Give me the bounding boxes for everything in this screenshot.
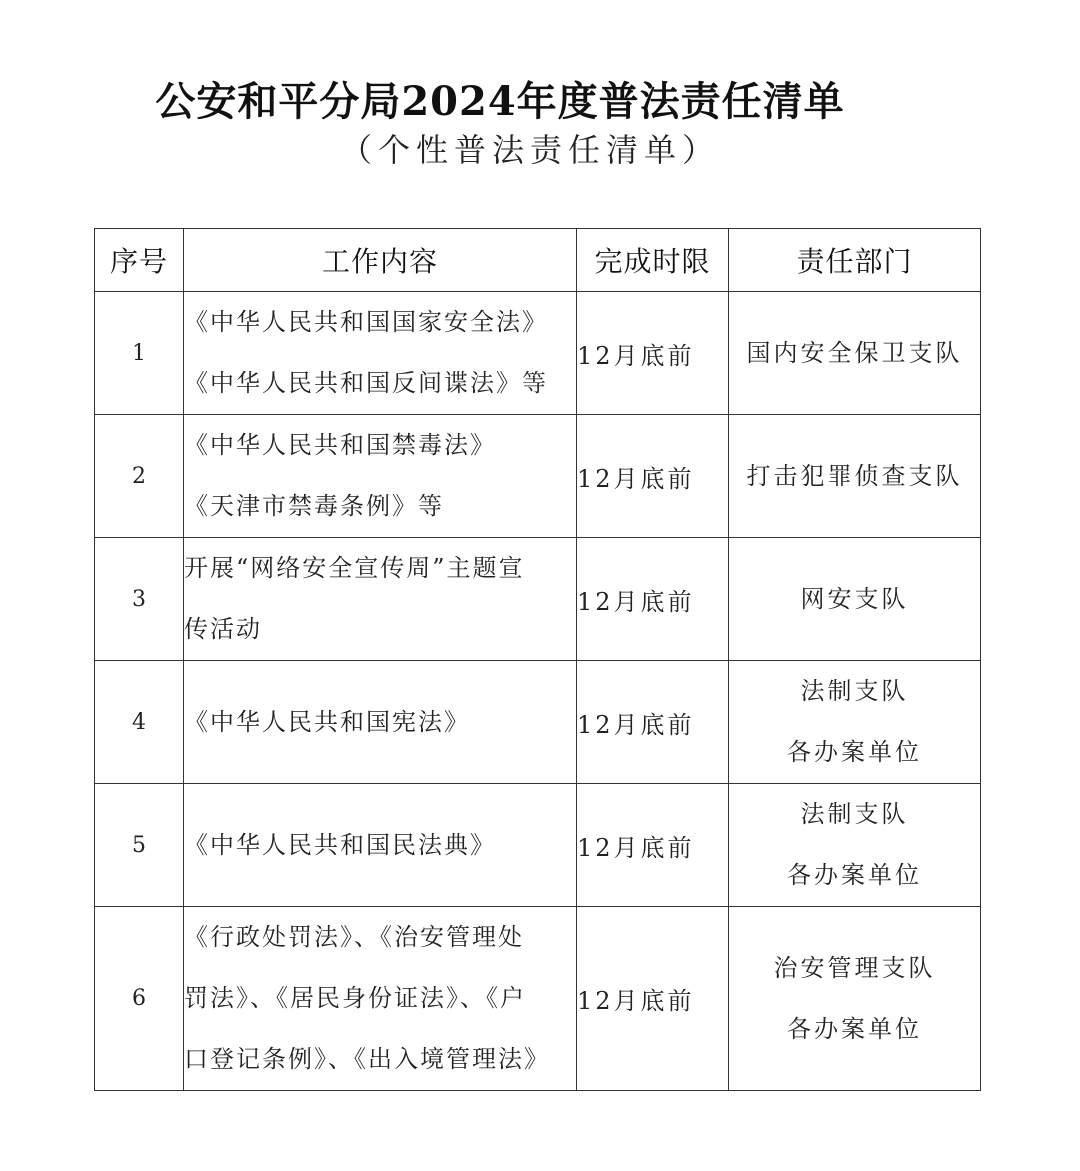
content-line: 传活动 xyxy=(184,615,262,643)
row-index: 3 xyxy=(95,538,184,661)
content-line: 《中华人民共和国宪法》 xyxy=(184,707,470,736)
document-subtitle: （个性普法责任清单） xyxy=(339,131,720,169)
department-line: 各办案单位 xyxy=(787,738,922,766)
row-department xyxy=(729,292,981,415)
table-row xyxy=(95,538,981,661)
column-header-index: 序号 xyxy=(95,229,184,292)
content-line: 《中华人民共和国禁毒法》 xyxy=(184,431,496,459)
department-line: 打击犯罪侦查支队 xyxy=(746,461,963,490)
document-title: 公安和平分局2024年度普法责任清单 xyxy=(155,78,845,125)
row-index: 1 xyxy=(95,292,184,415)
department-line: 各办案单位 xyxy=(787,1014,922,1043)
responsibility-table xyxy=(94,228,981,1091)
row-index: 2 xyxy=(95,415,184,538)
row-deadline: 12月底前 xyxy=(577,907,729,1091)
table-row xyxy=(95,784,981,907)
department-line: 各办案单位 xyxy=(787,861,922,889)
table-row xyxy=(95,661,981,784)
column-header-department: 责任部门 xyxy=(729,229,981,292)
row-content xyxy=(184,415,577,538)
content-line: 开展“网络安全宣传周”主题宣 xyxy=(184,554,525,582)
row-index: 5 xyxy=(95,784,184,907)
row-content xyxy=(184,784,577,907)
row-department xyxy=(729,415,981,538)
content-line: 《中华人民共和国国家安全法》 xyxy=(184,308,548,336)
content-line: 《中华人民共和国民法典》 xyxy=(184,830,496,859)
content-line: 《天津市禁毒条例》等 xyxy=(184,492,444,520)
row-deadline: 12月底前 xyxy=(577,661,729,784)
content-line: 口登记条例》、《出入境管理法》 xyxy=(184,1045,550,1073)
row-deadline: 12月底前 xyxy=(577,415,729,538)
table-header-row xyxy=(95,229,981,292)
department-line: 法制支队 xyxy=(800,677,909,705)
department-line: 法制支队 xyxy=(800,800,909,828)
table-row xyxy=(95,415,981,538)
column-header-deadline: 完成时限 xyxy=(577,229,729,292)
row-deadline: 12月底前 xyxy=(577,784,729,907)
row-index: 6 xyxy=(95,907,184,1091)
department-line: 治安管理支队 xyxy=(773,953,936,982)
row-content xyxy=(184,292,577,415)
content-line: 《中华人民共和国反间谍法》等 xyxy=(184,369,548,397)
column-header-content: 工作内容 xyxy=(184,229,577,292)
row-deadline: 12月底前 xyxy=(577,292,729,415)
row-department xyxy=(729,784,981,907)
row-content xyxy=(184,661,577,784)
row-content xyxy=(184,907,577,1091)
row-department xyxy=(729,661,981,784)
table-row xyxy=(95,292,981,415)
department-line: 国内安全保卫支队 xyxy=(746,338,963,367)
row-department xyxy=(729,907,981,1091)
row-content xyxy=(184,538,577,661)
table-row xyxy=(95,907,981,1091)
row-deadline: 12月底前 xyxy=(577,538,729,661)
content-line: 罚法》、《居民身份证法》、《户 xyxy=(184,984,526,1012)
row-index: 4 xyxy=(95,661,184,784)
row-department xyxy=(729,538,981,661)
content-line: 《行政处罚法》、《治安管理处 xyxy=(184,923,524,951)
department-line: 网安支队 xyxy=(800,584,909,613)
